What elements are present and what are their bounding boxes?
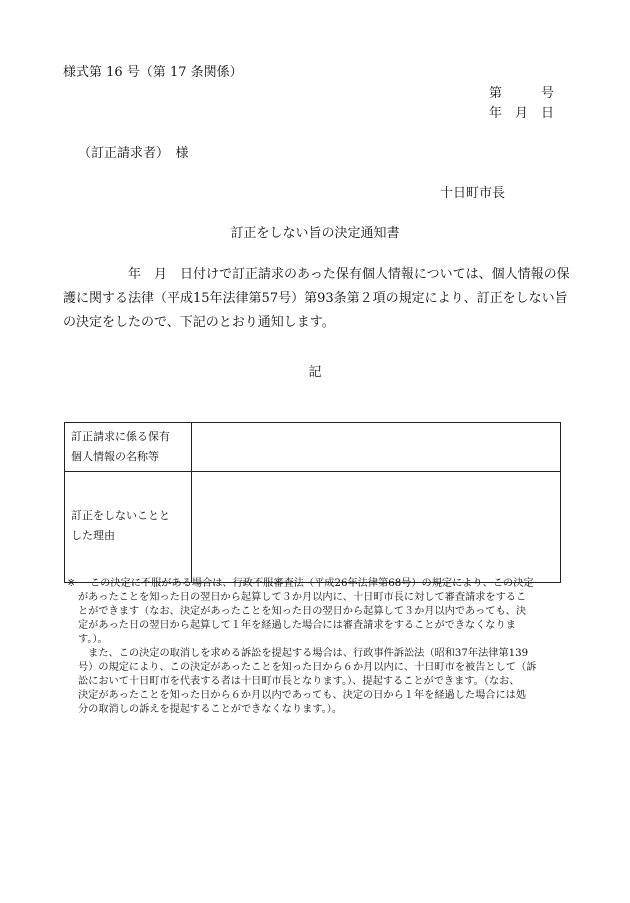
table-label-cell	[65, 423, 192, 472]
addressee: （訂正請求者） 様	[78, 146, 189, 161]
form-id: 様式第 16 号（第 17 条関係）	[63, 65, 243, 80]
body-text	[63, 263, 573, 335]
ki-heading: 記	[308, 365, 322, 380]
note-line: この決定に不服がある場合は、行政不服審査法（平成26年法律第68号）の規定により、この決定	[90, 578, 534, 589]
table-label-line: した理由	[71, 529, 115, 542]
note-line: 決定があったことを知った日から６か月以内であっても、決定の日から１年を経過した場合には処	[78, 690, 527, 701]
note-line: があったことを知った日の翌日から起算して３か月以内に、十日町市長に対して審査請求をするこ	[78, 592, 527, 603]
note-line: 号）の規定により、この決定があったことを知った日から６か月以内に、十日町市を被告として（訴	[78, 662, 537, 673]
table-row	[65, 423, 561, 472]
note-line: 定があった日の翌日から起算して１年を経過した場合には審査請求をすることができなくなりま	[78, 620, 516, 631]
note-line: とができます（なお、決定があったことを知った日の翌日から起算して３か月以内であっても、決	[78, 606, 527, 617]
document-number: 第 号	[489, 86, 555, 101]
body-line: の決定をしたので、下記のとおり通知します。	[63, 315, 335, 330]
table-label-line: 個人情報の名称等	[71, 450, 159, 463]
note-mark: ※	[67, 578, 76, 589]
document-date: 年 月 日	[489, 106, 555, 121]
note-line: 訟において十日町市を代表する者は十日町市長となります。）、提起することができます。（なお、	[78, 676, 520, 687]
document-title: 訂正をしない旨の決定通知書	[230, 226, 400, 241]
body-line: 護に関する法律（平成15年法律第57号）第93条第２項の規定により、訂正をしない旨	[63, 291, 568, 306]
body-line: 年 月 日付けで訂正請求のあった保有個人情報については、個人情報の保	[63, 267, 570, 282]
issuer: 十日町市長	[440, 186, 506, 201]
info-table	[64, 422, 561, 583]
note-line: また、この決定の取消しを求める訴訟を提起する場合は、行政事件訴訟法（昭和37年法律第139	[78, 648, 529, 659]
table-label-line: 訂正をしないことと	[71, 509, 170, 522]
table-label-cell	[65, 472, 192, 583]
table-value-cell	[192, 472, 561, 583]
note-line: す。）。	[78, 634, 108, 645]
note-line: 分の取消しの訴えを提起することができなくなります。）。	[78, 704, 343, 715]
table-row	[65, 472, 561, 583]
table-value-cell	[192, 423, 561, 472]
table-label-line: 訂正請求に係る保有	[71, 430, 170, 443]
